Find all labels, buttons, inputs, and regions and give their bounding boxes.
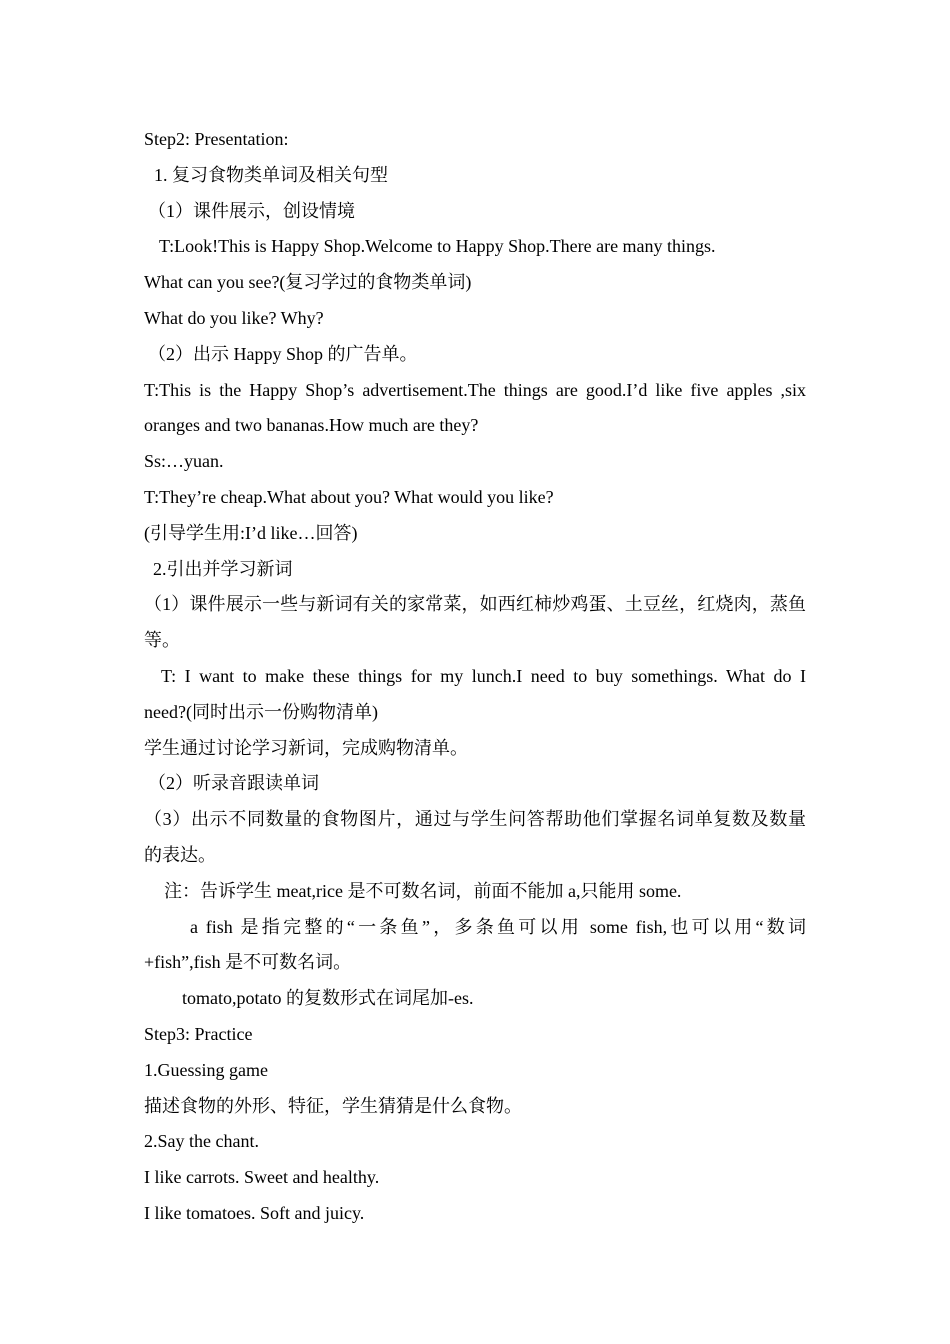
text-line: T: I want to make these things for my lunch.I need to buy somethings. What do I <box>161 665 806 686</box>
text-line: Ss:…yuan. <box>144 451 224 472</box>
text-line: What can you see?(复习学过的食物类单词) <box>144 272 472 293</box>
text-line: (引导学生用:I’d like…回答) <box>144 522 358 543</box>
text-line: a fish 是指完整的“一条鱼”，多条鱼可以用 some fish,也可以用“数词 <box>190 916 806 937</box>
text-line: T:This is the Happy Shop’s advertisement.The things are good.I’d like five apples ,six <box>144 379 806 400</box>
text-line: What do you like? Why? <box>144 307 324 328</box>
text-line: 的表达。 <box>144 844 216 865</box>
text-line: I like carrots. Sweet and healthy. <box>144 1167 380 1188</box>
text-line: 1. 复习食物类单词及相关句型 <box>154 164 388 185</box>
text-line: 等。 <box>144 630 180 651</box>
text-line: I like tomatoes. Soft and juicy. <box>144 1202 365 1223</box>
text-line: 1.Guessing game <box>144 1059 268 1080</box>
text-line: （1）课件展示，创设情境 <box>148 200 355 221</box>
text-line: 注：告诉学生 meat,rice 是不可数名词，前面不能加 a,只能用 some. <box>164 880 682 901</box>
text-line: （2）出示 Happy Shop 的广告单。 <box>148 343 418 364</box>
text-line: tomato,potato 的复数形式在词尾加-es. <box>182 988 474 1009</box>
text-line: 学生通过讨论学习新词，完成购物清单。 <box>144 737 468 758</box>
text-line: （3）出示不同数量的食物图片，通过与学生问答帮助他们掌握名词单复数及数量 <box>144 809 806 830</box>
document-page <box>144 122 806 1232</box>
text-line: T:They’re cheap.What about you? What would you like? <box>144 486 554 507</box>
text-line: 2.Say the chant. <box>144 1131 259 1152</box>
text-line: T:Look!This is Happy Shop.Welcome to Happy Shop.There are many things. <box>159 236 716 257</box>
text-line: need?(同时出示一份购物清单) <box>144 701 378 722</box>
text-line: Step3: Practice <box>144 1023 253 1044</box>
text-line: 2.引出并学习新词 <box>153 558 293 579</box>
text-line: Step2: Presentation: <box>144 129 289 149</box>
text-line: （2）听录音跟读单词 <box>148 773 319 794</box>
text-line: +fish”,fish 是不可数名词。 <box>144 952 352 973</box>
text-line: oranges and two bananas.How much are they? <box>144 415 479 436</box>
text-line: 描述食物的外形、特征，学生猜猜是什么食物。 <box>144 1095 522 1116</box>
text-line: （1）课件展示一些与新词有关的家常菜，如西红柿炒鸡蛋、土豆丝，红烧肉，蒸鱼 <box>144 594 806 615</box>
